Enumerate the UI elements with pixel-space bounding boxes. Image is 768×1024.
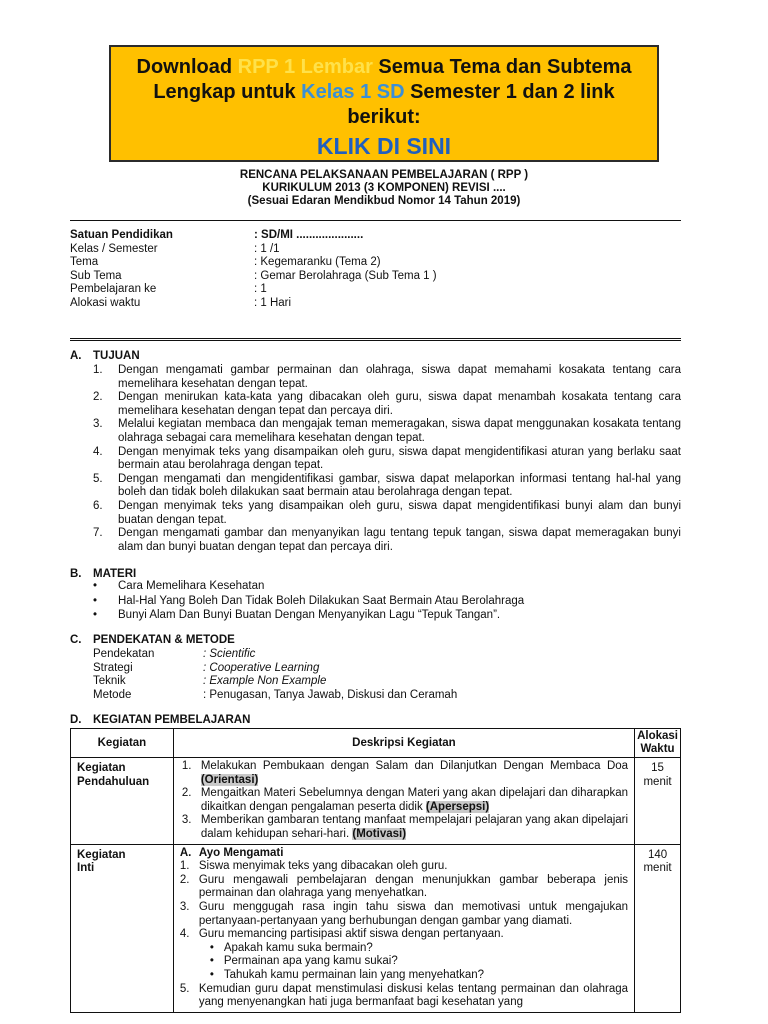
list-item: • Hal-Hal Yang Boleh Dan Tidak Boleh Dilakukan Saat Bermain Atau Berolahraga <box>93 594 524 609</box>
column-header-line: Waktu <box>640 743 675 755</box>
item-text: Kemudian guru dapat menstimulasi diskusi kelas tentang permainan dan olahraga yang menyenangkan hati juga bermanfaat bagi kesehatan yang <box>198 982 629 1009</box>
klik-di-sini-link[interactable]: KLIK DI SINI <box>316 133 452 159</box>
activity-label <box>71 758 174 845</box>
activity-label-line: Inti <box>77 862 95 875</box>
activity-item <box>180 874 628 901</box>
activity-item <box>180 901 628 928</box>
activity-item <box>182 760 628 787</box>
info-row <box>70 229 681 243</box>
section-title: TUJUAN <box>93 350 140 362</box>
section-letter: A. <box>70 350 82 362</box>
section-letter: B. <box>70 568 82 580</box>
info-value: : SD/MI ..................... <box>254 229 364 241</box>
item-text: Mengaitkan Materi Sebelumnya dengan Materi yang akan dipelajari dan diharapkan dikaitkan dengan pengalaman peserta didik <box>200 787 629 813</box>
activity-label <box>71 844 174 1012</box>
time-value: 15 <box>651 762 664 774</box>
method-value: : Example Non Example <box>203 675 327 687</box>
item-number: A. <box>179 846 192 859</box>
section-title: MATERI <box>93 568 137 580</box>
banner-line-1 <box>111 55 657 130</box>
item-number: 1. <box>179 860 190 873</box>
column-header: Deskripsi Kegiatan <box>173 729 634 758</box>
item-number: 3. <box>93 418 103 431</box>
section-title: KEGIATAN PEMBELAJARAN <box>93 714 251 726</box>
activity-item <box>180 983 628 1010</box>
download-banner <box>109 45 659 162</box>
section-title: PENDEKATAN & METODE <box>93 634 235 646</box>
section-heading-pendekatan <box>70 634 235 646</box>
question-item: • Apakah kamu suka bermain? <box>180 942 628 956</box>
list-item <box>93 418 681 445</box>
item-text: Dengan menyimak teks yang disampaikan oleh guru, siswa dapat mengidentifikasi aturan yang berlaku saat bermain atau berolahraga dengan tepat. <box>118 445 681 472</box>
kegiatan-table <box>70 728 681 1013</box>
banner-text: Semua Tema dan Subtema <box>372 56 632 78</box>
section-letter: D. <box>70 714 82 726</box>
info-label: Pembelajaran ke <box>70 283 157 295</box>
pendekatan-block <box>93 648 458 702</box>
item-number: 2. <box>179 873 190 886</box>
doc-subtitle: KURIKULUM 2013 (3 KOMPONEN) REVISI .... <box>262 182 506 194</box>
activity-label-line: Pendahuluan <box>77 775 150 788</box>
banner-text: Semester 1 dan 2 link <box>404 81 615 103</box>
info-label: Sub Tema <box>70 269 122 282</box>
activity-item <box>182 814 628 841</box>
info-row <box>70 243 681 257</box>
method-label: Teknik <box>93 675 126 687</box>
question-item: • Tahukah kamu permainan lain yang menyehatkan? <box>180 969 628 983</box>
materi-list <box>93 579 524 623</box>
info-value: : 1 Hari <box>254 296 292 309</box>
info-row <box>70 297 681 311</box>
list-item <box>93 364 681 391</box>
info-label: Alokasi waktu <box>70 296 141 309</box>
item-number: 2. <box>181 787 192 800</box>
method-row <box>93 648 256 662</box>
table-header-row <box>71 729 681 758</box>
item-text: Melalui kegiatan membaca dan mengajak teman memeragakan, siswa dapat menggunakan kosakata tentang olahraga sebagai cara memelihara kesehatan dengan tepat. <box>118 418 681 444</box>
info-value: : 1 /1 <box>254 242 280 255</box>
doc-subtitle-2: (Sesuai Edaran Mendikbud Nomor 14 Tahun 2019) <box>247 195 521 207</box>
item-text: Dengan mengamati gambar dan menyanyikan lagu tentang tepuk tangan, siswa dapat memeragakan bunyi alam dan bunyi buatan dengan tepat dan percaya diri. <box>118 527 681 553</box>
activity-item <box>182 787 628 814</box>
table-row-pendahuluan <box>71 758 681 845</box>
divider-bottom <box>70 338 681 341</box>
item-number: 1. <box>181 760 192 772</box>
column-header <box>635 729 681 758</box>
time-unit: menit <box>643 862 672 875</box>
stage-tag: (Apersepsi) <box>425 800 490 813</box>
method-label: Pendekatan <box>93 648 155 660</box>
item-text: Dengan mengamati gambar permainan dan olahraga, siswa dapat memahami kosakata tentang cara memelihara kesehatan dengan tepat. <box>118 364 681 390</box>
method-label: Strategi <box>93 661 133 674</box>
list-item: • Bunyi Alam Dan Bunyi Buatan Dengan Menyanyikan Lagu “Tepuk Tangan”. <box>93 608 524 623</box>
activity-item <box>180 860 628 874</box>
item-number: 5. <box>179 982 190 995</box>
item-number: 5. <box>93 472 103 485</box>
item-number: 3. <box>181 814 192 827</box>
method-label: Metode <box>93 688 132 701</box>
activity-label-line: Kegiatan <box>77 848 126 861</box>
list-item <box>93 473 681 500</box>
list-item <box>93 391 681 418</box>
banner-text: berikut: <box>347 106 421 128</box>
item-text: Memberikan gambaran tentang manfaat mempelajari pelajaran yang akan dipelajari dalam kehidupan sehari-hari. <box>200 814 629 840</box>
list-item <box>93 446 681 473</box>
item-text: Guru memancing partisipasi aktif siswa dengan pertanyaan. <box>198 928 504 941</box>
method-row <box>93 675 327 689</box>
item-number: 1. <box>93 364 103 376</box>
doc-title: RENCANA PELAKSANAAN PEMBELAJARAN ( RPP ) <box>239 169 529 181</box>
banner-text: Download <box>136 56 238 78</box>
item-text: Guru menggugah rasa ingin tahu siswa dan memotivasi untuk mengajukan pertanyaan-pertanyaan yang berhubungan dengan gambar yang diamati. <box>198 900 629 927</box>
banner-highlight-rpp: RPP 1 Lembar <box>237 56 373 78</box>
activity-time <box>635 758 681 845</box>
column-header: Kegiatan <box>71 729 174 758</box>
item-number: 6. <box>93 499 103 512</box>
info-label: Satuan Pendidikan <box>70 229 173 241</box>
time-value: 140 <box>647 848 668 861</box>
method-row <box>93 688 458 703</box>
info-label: Tema <box>70 256 99 268</box>
item-text: Guru mengawali pembelajaran dengan menunjukkan gambar beberapa jenis permainan dan olahraga yang menyehatkan. <box>198 873 629 900</box>
info-value: : 1 <box>254 283 267 295</box>
banner-text: Lengkap untuk <box>153 81 302 103</box>
item-number: 2. <box>93 391 103 404</box>
info-value: : Kegemaranku (Tema 2) <box>254 256 381 268</box>
item-number: 7. <box>93 527 103 540</box>
section-letter: C. <box>70 634 82 646</box>
activity-label-line: Kegiatan <box>77 762 126 774</box>
section-heading-kegiatan <box>70 714 250 726</box>
item-text: Dengan menirukan kata-kata yang dibacakan oleh guru, siswa dapat menambah kosakata tentang cara memelihara kesehatan dengan tepat dan percaya diri. <box>118 391 681 417</box>
info-value: : Gemar Berolahraga (Sub Tema 1 ) <box>254 269 437 282</box>
item-number: 4. <box>93 445 103 458</box>
item-text: Dengan menyimak teks yang disampaikan oleh guru, siswa dapat mengidentifikasi bunyi alam dan bunyi buatan dengan tepat. <box>118 499 681 526</box>
stage-tag: (Orientasi) <box>200 773 259 786</box>
item-number: 4. <box>179 928 190 941</box>
item-number: 3. <box>179 900 190 913</box>
activity-subheading <box>180 847 628 861</box>
activity-item <box>180 928 628 942</box>
tujuan-list <box>93 364 681 554</box>
table-row-inti <box>71 844 681 1012</box>
banner-highlight-kelas: Kelas 1 SD <box>301 81 405 103</box>
item-text: Siswa menyimak teks yang dibacakan oleh guru. <box>198 860 448 873</box>
method-value: : Scientific <box>203 648 256 660</box>
activity-description <box>173 844 634 1012</box>
info-row <box>70 256 681 270</box>
method-row <box>93 661 320 676</box>
list-item: • Cara Memelihara Kesehatan <box>93 579 524 594</box>
method-value: : Penugasan, Tanya Jawab, Diskusi dan Ceramah <box>203 688 458 701</box>
time-unit: menit <box>643 775 672 788</box>
section-heading-tujuan <box>70 350 140 362</box>
question-item: • Permainan apa yang kamu sukai? <box>180 955 628 969</box>
divider-top <box>70 220 681 221</box>
item-text: Melakukan Pembukaan dengan Salam dan Dilanjutkan Dengan Membaca Doa <box>200 760 629 772</box>
list-item <box>93 527 681 554</box>
column-header-line: Alokasi <box>637 730 678 742</box>
list-item <box>93 500 681 527</box>
info-label: Kelas / Semester <box>70 242 158 255</box>
stage-tag: (Motivasi) <box>352 827 407 840</box>
info-row <box>70 270 681 284</box>
activity-time <box>635 844 681 1012</box>
info-block <box>70 229 681 310</box>
activity-description <box>173 758 634 845</box>
method-value: : Cooperative Learning <box>203 661 320 674</box>
item-text: Ayo Mengamati <box>198 846 284 859</box>
info-row <box>70 283 681 297</box>
item-text: Dengan mengamati dan mengidentifikasi gambar, siswa dapat melaporkan informasi tentang hal-hal yang boleh dan tidak boleh dilakukan saat bermain atau berolahraga dengan tepat. <box>118 472 681 499</box>
